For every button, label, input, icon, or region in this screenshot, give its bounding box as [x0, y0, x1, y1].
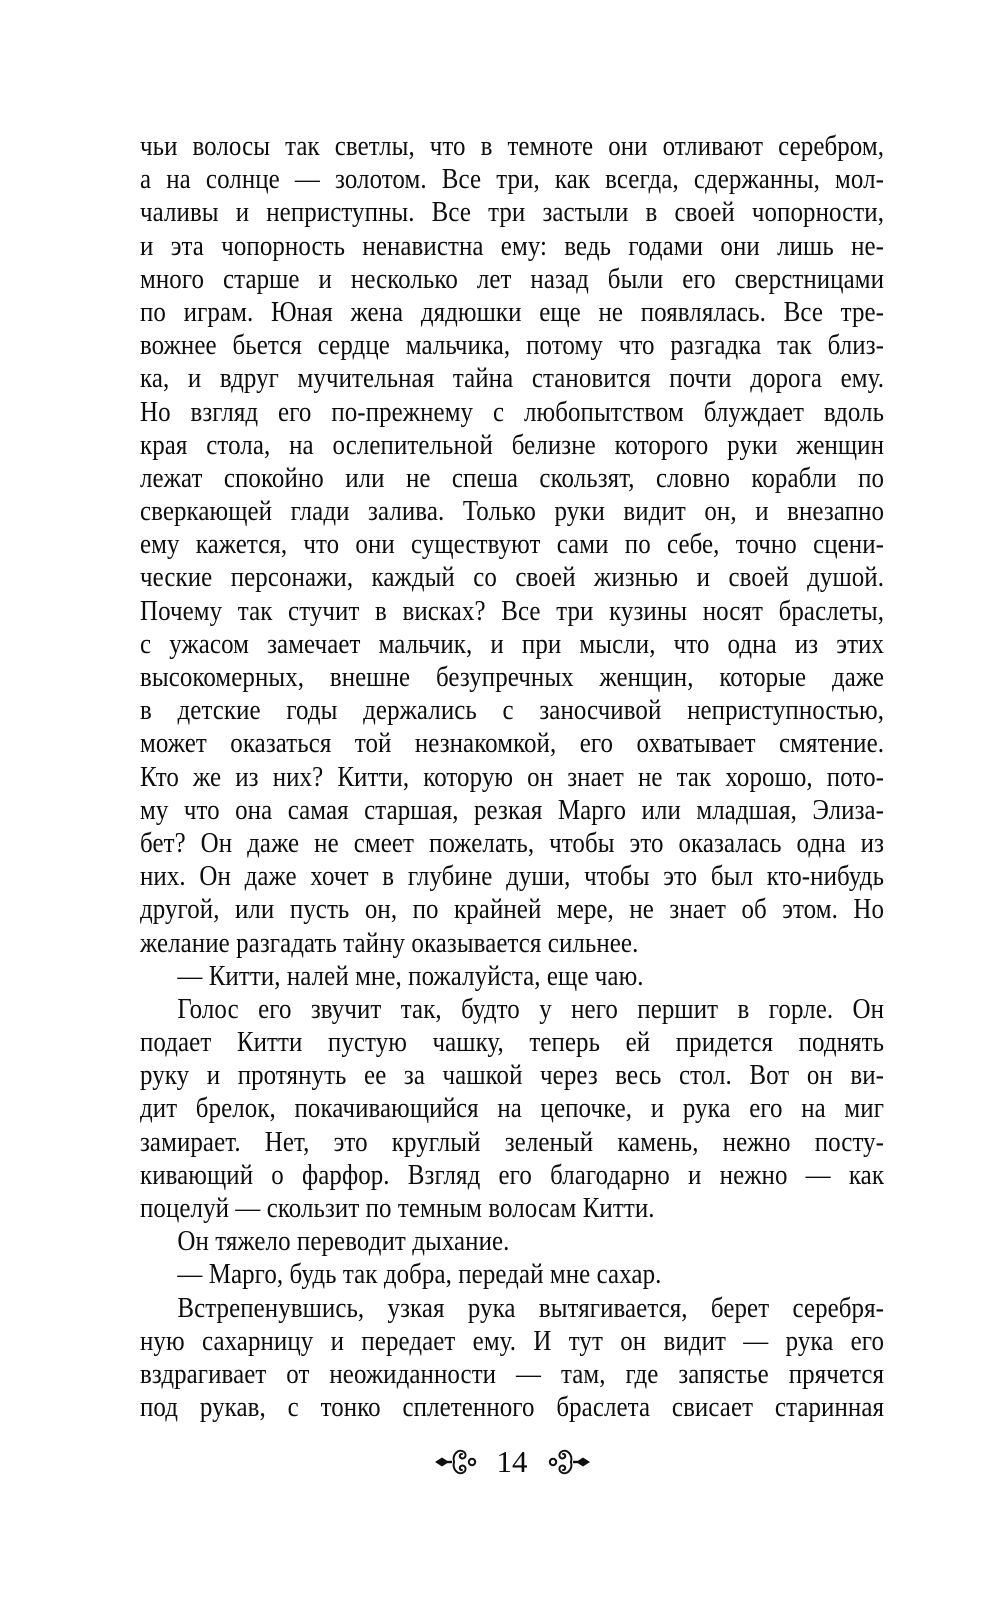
text-line: дит брелок, покачивающийся на цепочке, и рука его на миг [140, 1093, 885, 1125]
text-line: под рукав, с тонко сплетенного браслета свисает старинная [140, 1392, 885, 1424]
fleuron-left-icon [433, 1445, 477, 1479]
text-line: руку и протянуть ее за чашкой через весь стол. Вот он ви- [140, 1060, 885, 1092]
text-line: а на солнце — золотом. Все три, как всегда, сдержанны, мол- [140, 164, 885, 196]
text-line: Он тяжело переводит дыхание. [177, 1226, 510, 1258]
text-line: них. Он даже хочет в глубине души, чтобы это был кто-нибудь [140, 861, 885, 893]
text-line: лежат спокойно или не спеша скользят, словно корабли по [140, 462, 885, 494]
text-line: кивающий о фарфор. Взгляд его благодарно и нежно — как [140, 1159, 885, 1191]
text-line: чаливы и неприступны. Все три застыли в своей чопорности, [140, 197, 885, 229]
page-number: 14 [496, 1444, 528, 1479]
text-line: замирает. Нет, это круглый зеленый камень, нежно посту- [140, 1126, 885, 1158]
text-line: вздрагивает от неожиданности — там, где запястье прячется [140, 1358, 885, 1390]
text-line: Голос его звучит так, будто у него першит в горле. Он [177, 993, 885, 1025]
text-line: чьи волосы так светлы, что в темноте они отливают серебром, [140, 131, 885, 162]
text-line: ему кажется, что они существуют сами по себе, точно сцени- [140, 529, 885, 561]
page-footer [140, 1444, 884, 1480]
text-line: — Китти, налей мне, пожалуйста, еще чаю. [177, 960, 644, 992]
text-line: края стола, на ослепительной белизне которого руки женщин [140, 429, 885, 461]
text-line: Почему так стучит в висках? Все три кузины носят браслеты, [140, 595, 885, 627]
text-line: и эта чопорность ненавистна ему: ведь годами они лишь не- [140, 230, 885, 262]
text-line: по играм. Юная жена дядюшки еще не появлялась. Все тре- [140, 296, 885, 328]
text-line: подает Китти пустую чашку, теперь ей придется поднять [140, 1027, 885, 1059]
text-line: Встрепенувшись, узкая рука вытягивается, берет серебря- [177, 1292, 885, 1324]
text-line: много старше и несколько лет назад были его сверстницами [140, 263, 885, 295]
page-text [140, 130, 884, 1424]
text-line: высокомерных, внешне безупречных женщин, которые даже [140, 662, 885, 693]
text-line: вожнее бьется сердце мальчика, потому что разгадка так близ- [140, 330, 885, 362]
text-line: желание разгадать тайну оказывается сильнее. [140, 927, 639, 959]
text-line: Кто же из них? Китти, которую он знает не так хорошо, пото- [140, 761, 885, 793]
text-line: с ужасом замечает мальчик, и при мысли, что одна из этих [140, 628, 885, 660]
text-line: может оказаться той незнакомкой, его охватывает смятение. [140, 728, 885, 760]
text-line: ка, и вдруг мучительная тайна становится почти дорога ему. [140, 363, 885, 395]
text-line: другой, или пусть он, по крайней мере, не знает об этом. Но [140, 894, 885, 926]
text-line: поцелуй — скользит по темным волосам Китти. [140, 1193, 655, 1224]
text-line: — Марго, будь так добра, передай мне сахар. [177, 1259, 662, 1291]
text-line: му что она самая старшая, резкая Марго или младшая, Элиза- [140, 794, 885, 826]
text-line: ческие персонажи, каждый со своей жизнью и своей душой. [140, 562, 885, 594]
text-line: Но взгляд его по-прежнему с любопытством блуждает вдоль [140, 396, 885, 428]
text-line: бет? Он даже не смеет пожелать, чтобы это оказалась одна из [140, 827, 885, 859]
text-line: сверкающей глади залива. Только руки видит он, и внезапно [140, 496, 885, 528]
text-line: в детские годы держались с заносчивой неприступностью, [140, 695, 885, 727]
fleuron-right-icon [548, 1445, 592, 1479]
text-line: ную сахарницу и передает ему. И тут он видит — рука его [140, 1325, 885, 1357]
